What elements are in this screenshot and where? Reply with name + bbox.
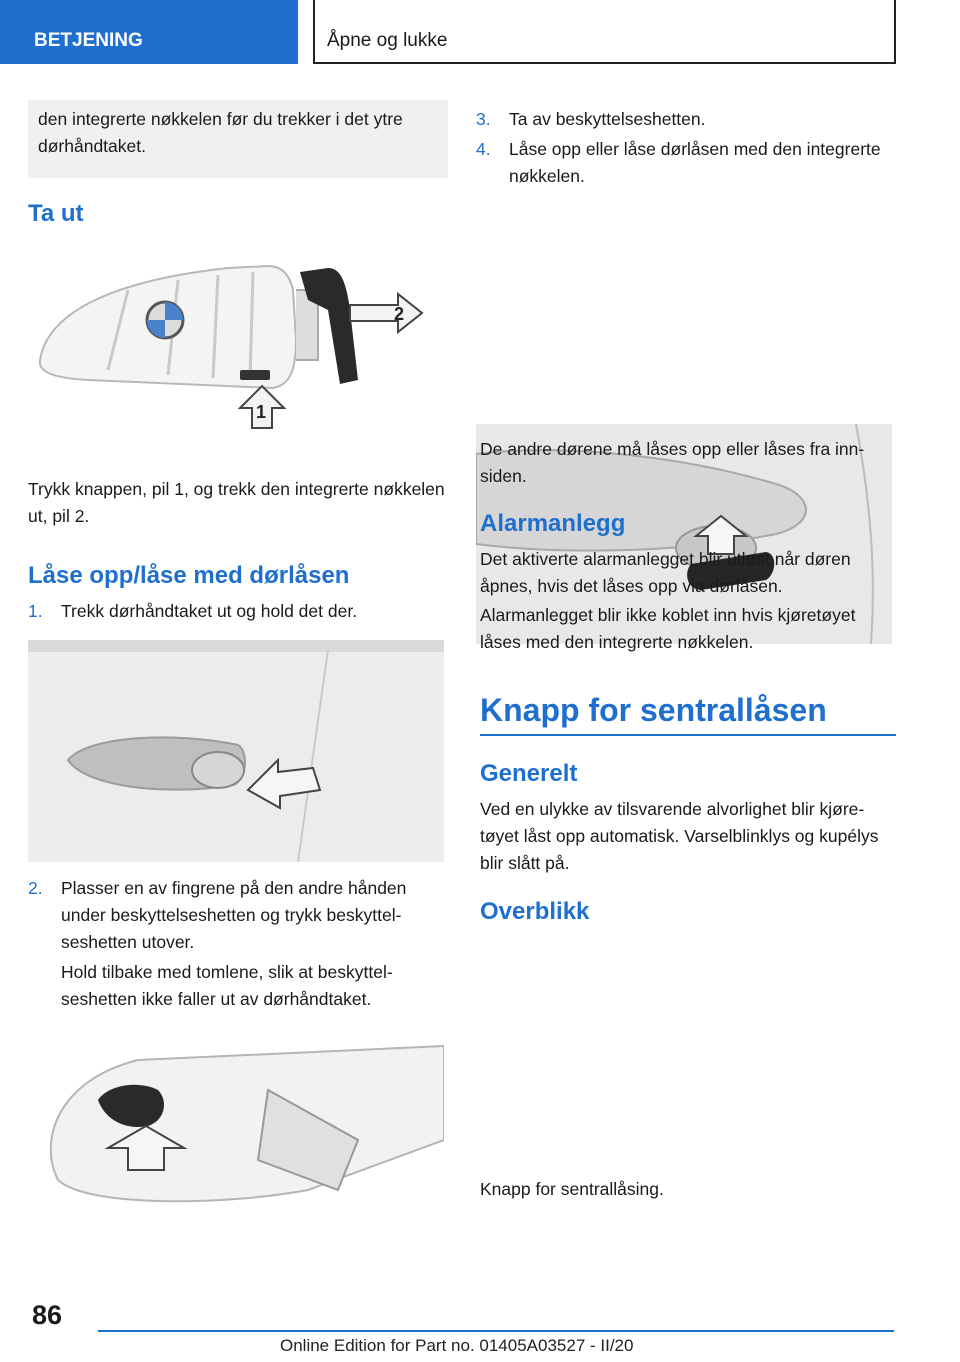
step-1-text: Trekk dørhåndtaket ut og hold det der. bbox=[61, 601, 358, 621]
alarm-text-2: Alarmanlegget blir ikke koblet inn hvis kjøretøyet låses med den integrerte nøkkelen. bbox=[480, 605, 856, 652]
heading-alarm: Alarmanlegg bbox=[480, 510, 626, 537]
arrow-2-label: 2 bbox=[394, 304, 405, 324]
page-number: 86 bbox=[32, 1300, 63, 1330]
other-doors-text: De andre dørene må låses opp eller låses fra innsiden. bbox=[480, 439, 865, 486]
edition-text: Online Edition for Part no. 01405A03527 - II/20 bbox=[280, 1336, 634, 1355]
section-tab: BETJENING bbox=[0, 0, 298, 64]
step-3-text: Ta av beskyttelseshetten. bbox=[509, 109, 706, 129]
step-2-extra: Hold tilbake med tomlene, slik at beskyttelseshetten ikke faller ut av dørhåndtaket. bbox=[61, 962, 393, 1009]
step-3-number: 3. bbox=[476, 109, 491, 129]
arrow-1-label: 1 bbox=[256, 402, 267, 422]
note-box bbox=[28, 100, 448, 178]
step-1-number: 1. bbox=[28, 601, 43, 621]
step-2-text: Plasser en av fingrene på den andre hånden under beskyttelseshetten og trykk beskyttelseshetten utover. bbox=[61, 878, 407, 952]
step-2-number: 2. bbox=[28, 878, 43, 898]
step-4-number: 4. bbox=[476, 139, 491, 159]
heading-generelt: Generelt bbox=[480, 760, 578, 787]
step-3 bbox=[476, 106, 896, 133]
cap-illustration bbox=[28, 1030, 444, 1210]
heading-knapp: Knapp for sentrallåsen bbox=[480, 692, 827, 728]
left-column bbox=[28, 100, 448, 178]
ta-ut-text: Trykk knappen, pil 1, og trekk den integrerte nøkkelen ut, pil 2. bbox=[28, 479, 445, 526]
generelt-text: Ved en ulykke av tilsvarende alvorlighet blir kjøretøyet låst opp automatisk. Varselblinklys og kupélys blir slått på. bbox=[480, 799, 879, 873]
alarm-text-1: Det aktiverte alarmanlegget blir utløst når døren åpnes, hvis det låses opp via dørlåsen. bbox=[480, 549, 851, 596]
step-4-text: Låse opp eller låse dørlåsen med den integrerte nøkkelen. bbox=[509, 139, 881, 186]
door-handle-photo bbox=[28, 640, 444, 862]
step-2 bbox=[28, 875, 448, 956]
heading-underline bbox=[480, 734, 896, 736]
step-4 bbox=[476, 136, 896, 190]
caption: Knapp for sentrallåsing. bbox=[480, 1179, 664, 1199]
chapter-title: Åpne og lukke bbox=[313, 0, 896, 64]
heading-lase-opp: Låse opp/låse med dørlåsen bbox=[28, 562, 350, 589]
heading-ta-ut: Ta ut bbox=[28, 200, 84, 227]
footer-rule bbox=[98, 1330, 894, 1332]
note-text: den integrerte nøkkelen før du trekker i det ytre dørhåndtaket. bbox=[38, 109, 403, 156]
key-illustration bbox=[28, 250, 448, 450]
step-1 bbox=[28, 598, 448, 625]
heading-overblikk: Overblikk bbox=[480, 898, 590, 925]
